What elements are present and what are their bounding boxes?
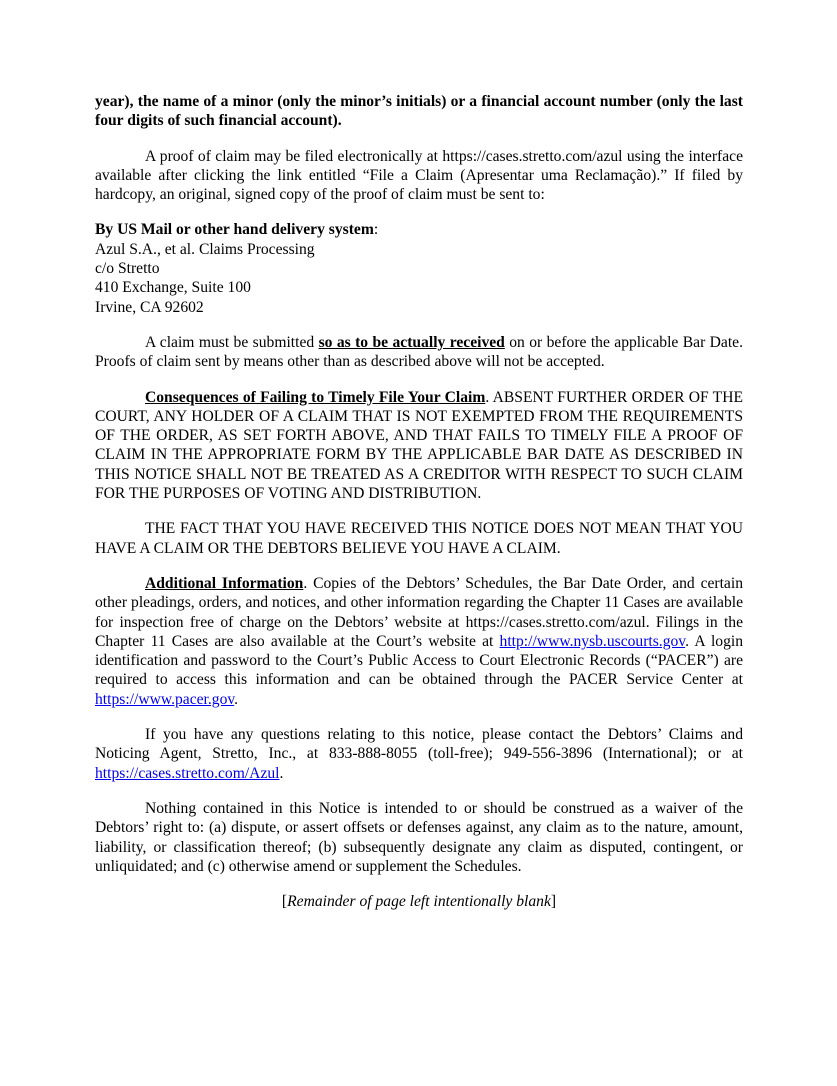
bracket-close: ] — [550, 893, 557, 911]
submit-text-before: A claim must be submitted — [145, 333, 319, 351]
mailing-heading-colon: : — [373, 221, 379, 239]
address-line: Azul S.A., et al. Claims Processing — [95, 240, 315, 258]
paragraph-questions — [95, 725, 743, 783]
mailing-heading-line — [95, 220, 743, 239]
mailing-heading: By US Mail or other hand delivery system — [95, 221, 374, 239]
paragraph-additional-information — [95, 574, 743, 709]
document-page — [95, 92, 743, 927]
paragraph-submission-deadline — [95, 333, 743, 372]
questions-end: . — [279, 764, 284, 782]
additional-info-heading: Additional Information — [145, 574, 304, 592]
bracket-open: [ — [281, 893, 288, 911]
pacer-website-link[interactable]: https://www.pacer.gov — [95, 690, 235, 708]
additional-info-body-2: . A login identification and password to the Court’s Public Access to Court Electronic Records (“PACER”) are required to access this information and can be obtained through the PACER Service Center at — [95, 632, 743, 689]
remainder-text: Remainder of page left intentionally blank — [287, 893, 551, 911]
consequences-body: . ABSENT FURTHER ORDER OF THE COURT, ANY HOLDER OF A CLAIM THAT IS NOT EXEMPTED FROM THE REQUIREMENTS OF THE ORDER, AS SET FORTH ABOVE, AND THAT FAILS TO TIMELY FILE A PROOF OF CLAIM IN THE APPROPRIATE FORM BY THE APPLICABLE BAR DATE AS DESCRIBED IN THIS NOTICE SHALL NOT BE TREATED AS A CREDITOR WITH RESPECT TO SUCH CLAIM FOR THE PURPOSES OF VOTING AND DISTRIBUTION. — [95, 388, 743, 503]
stretto-website-link[interactable]: https://cases.stretto.com/Azul — [95, 764, 280, 782]
additional-info-body-1: . Copies of the Debtors’ Schedules, the Bar Date Order, and certain other pleadings, orders, and notices, and other information regarding the Chapter 11 Cases are available for inspection free of charge on the Debtors’ website at https://cases.stretto.com/azul. Filings in the Chapter 11 Cases are also available at the Court’s website at — [95, 574, 743, 650]
paragraph-consequences — [95, 388, 743, 504]
additional-info-body-3: . — [234, 690, 239, 708]
consequences-heading: Consequences of Failing to Timely File Your Claim — [145, 388, 486, 406]
paragraph-proof-of-claim: A proof of claim may be filed electronically at https://cases.stretto.com/azul using the interface available after clicking the link entitled “File a Claim (Apresentar uma Reclamação).” If filed by hardcopy, an original, signed copy of the proof of claim must be sent to: — [95, 147, 743, 204]
submit-emphasis: so as to be actually received — [318, 333, 505, 351]
submit-text-after: on or before the applicable Bar Date. Proofs of claim sent by means other than as described above will not be accepted. — [95, 333, 743, 371]
remainder-blank-note — [95, 892, 743, 911]
paragraph-pii-continuation: year), the name of a minor (only the minor’s initials) or a financial account number (only the last four digits of such financial account). — [95, 93, 743, 130]
address-line: Irvine, CA 92602 — [95, 298, 204, 316]
paragraph-no-waiver: Nothing contained in this Notice is intended to or should be construed as a waiver of the Debtors’ right to: (a) dispute, or assert offsets or defenses against, any claim as to the nature, amount, liability, or classification thereof; (b) subsequently designate any claim as disputed, contingent, or unliquidated; and (c) otherwise amend or supplement the Schedules. — [95, 799, 743, 875]
mailing-address-block — [95, 220, 743, 316]
court-website-link[interactable]: http://www.nysb.uscourts.gov — [499, 632, 686, 650]
address-line: c/o Stretto — [95, 260, 160, 278]
paragraph-notice-fact: THE FACT THAT YOU HAVE RECEIVED THIS NOTICE DOES NOT MEAN THAT YOU HAVE A CLAIM OR THE DEBTORS BELIEVE YOU HAVE A CLAIM. — [95, 520, 743, 557]
address-line: 410 Exchange, Suite 100 — [95, 279, 251, 297]
questions-body: If you have any questions relating to this notice, please contact the Debtors’ Claims and Noticing Agent, Stretto, Inc., at 833-888-8055 (toll-free); 949-556-3896 (International); or at — [95, 726, 743, 763]
